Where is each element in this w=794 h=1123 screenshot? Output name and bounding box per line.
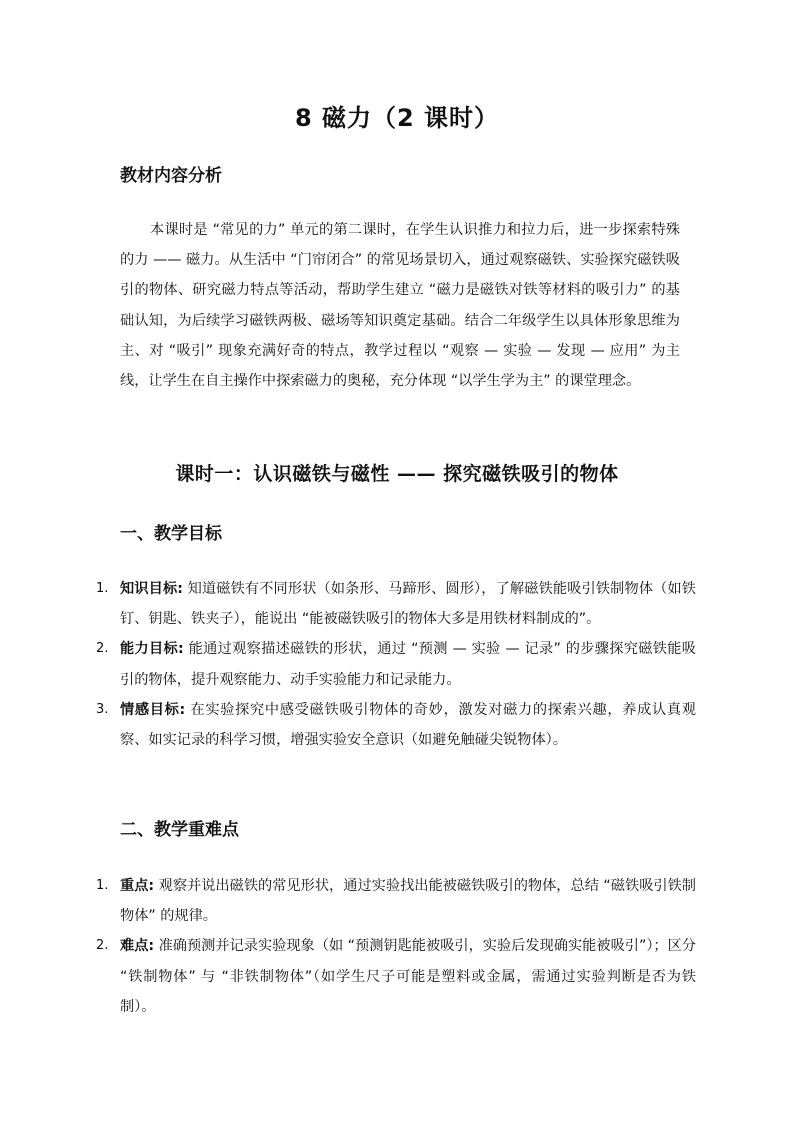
analysis-heading: 教材内容分析 [120, 166, 222, 186]
goal-text: 知道磁铁有不同形状（如条形、马蹄形、圆形），了解磁铁能吸引铁制物体（如铁钉、钥匙、铁夹子），能说出 “能被磁铁吸引的物体大多是用铁材料制成的”。 [120, 581, 696, 628]
list-item [96, 574, 696, 634]
list-number: 2. [96, 641, 109, 657]
list-number: 2. [96, 938, 109, 954]
lesson-one-heading: 课时一：认识磁铁与磁性 —— 探究磁铁吸引的物体 [175, 463, 619, 485]
goal-text: 在实验探究中感受磁铁吸引物体的奇妙，激发对磁力的探索兴趣，养成认真观察、如实记录的科学习惯，增强实验安全意识（如避免触碰尖锐物体）。 [120, 701, 696, 749]
key-text: 准确预测并记录实验现象（如 “预测钥匙能被吸引，实验后发现确实能被吸引”）；区分 “铁制物体” 与 “非铁制物体”（如学生尺子可能是塑料或金属，需通过实验判断是否为铁制）。 [120, 938, 696, 1015]
list-item [96, 634, 696, 694]
list-item [96, 871, 696, 931]
list-number: 3. [96, 701, 109, 717]
analysis-paragraph: 本课时是 “常见的力” 单元的第二课时，在学生认识推力和拉力后，进一步探索特殊的力 —— 磁力。从生活中 “门帘闭合” 的常见场景切入，通过观察磁铁、实验探究磁铁吸引的物体、研究磁力特点等活动，帮助学生建立 “磁力是磁铁对铁等材料的吸引力” 的基础认知，为后续学习磁铁两极、磁场等知识奠定基础。结合二年级学生以具体形象思维为主、对 “吸引” 现象充满好奇的特点，教学过程以 “观察 — 实验 — 发现 — 应用” 为主线，让学生在自主操作中探索磁力的奥秘，充分体现 “以学生学为主” 的课堂理念。 [120, 222, 680, 390]
list-item [96, 695, 696, 755]
key-label: 难点: [120, 938, 155, 955]
document-title: 8 磁力（2 课时） [294, 104, 500, 132]
key-points-list [96, 871, 696, 1022]
goals-heading: 一、教学目标 [120, 524, 222, 544]
goal-label: 能力目标: [120, 641, 184, 658]
goals-list [96, 574, 696, 755]
list-item [96, 931, 696, 1022]
key-points-heading: 二、教学重难点 [120, 820, 239, 840]
list-number: 1. [96, 878, 109, 893]
goal-label: 知识目标: [120, 581, 183, 597]
list-number: 1. [96, 581, 109, 596]
key-text: 观察并说出磁铁的常见形状，通过实验找出能被磁铁吸引的物体，总结 “磁铁吸引铁制物体” 的规律。 [120, 878, 696, 925]
goal-label: 情感目标: [120, 701, 186, 718]
key-label: 重点: [120, 878, 155, 894]
goal-text: 能通过观察描述磁铁的形状，通过 “预测 — 实验 — 记录” 的步骤探究磁铁能吸引的物体，提升观察能力、动手实验能力和记录能力。 [120, 641, 696, 688]
